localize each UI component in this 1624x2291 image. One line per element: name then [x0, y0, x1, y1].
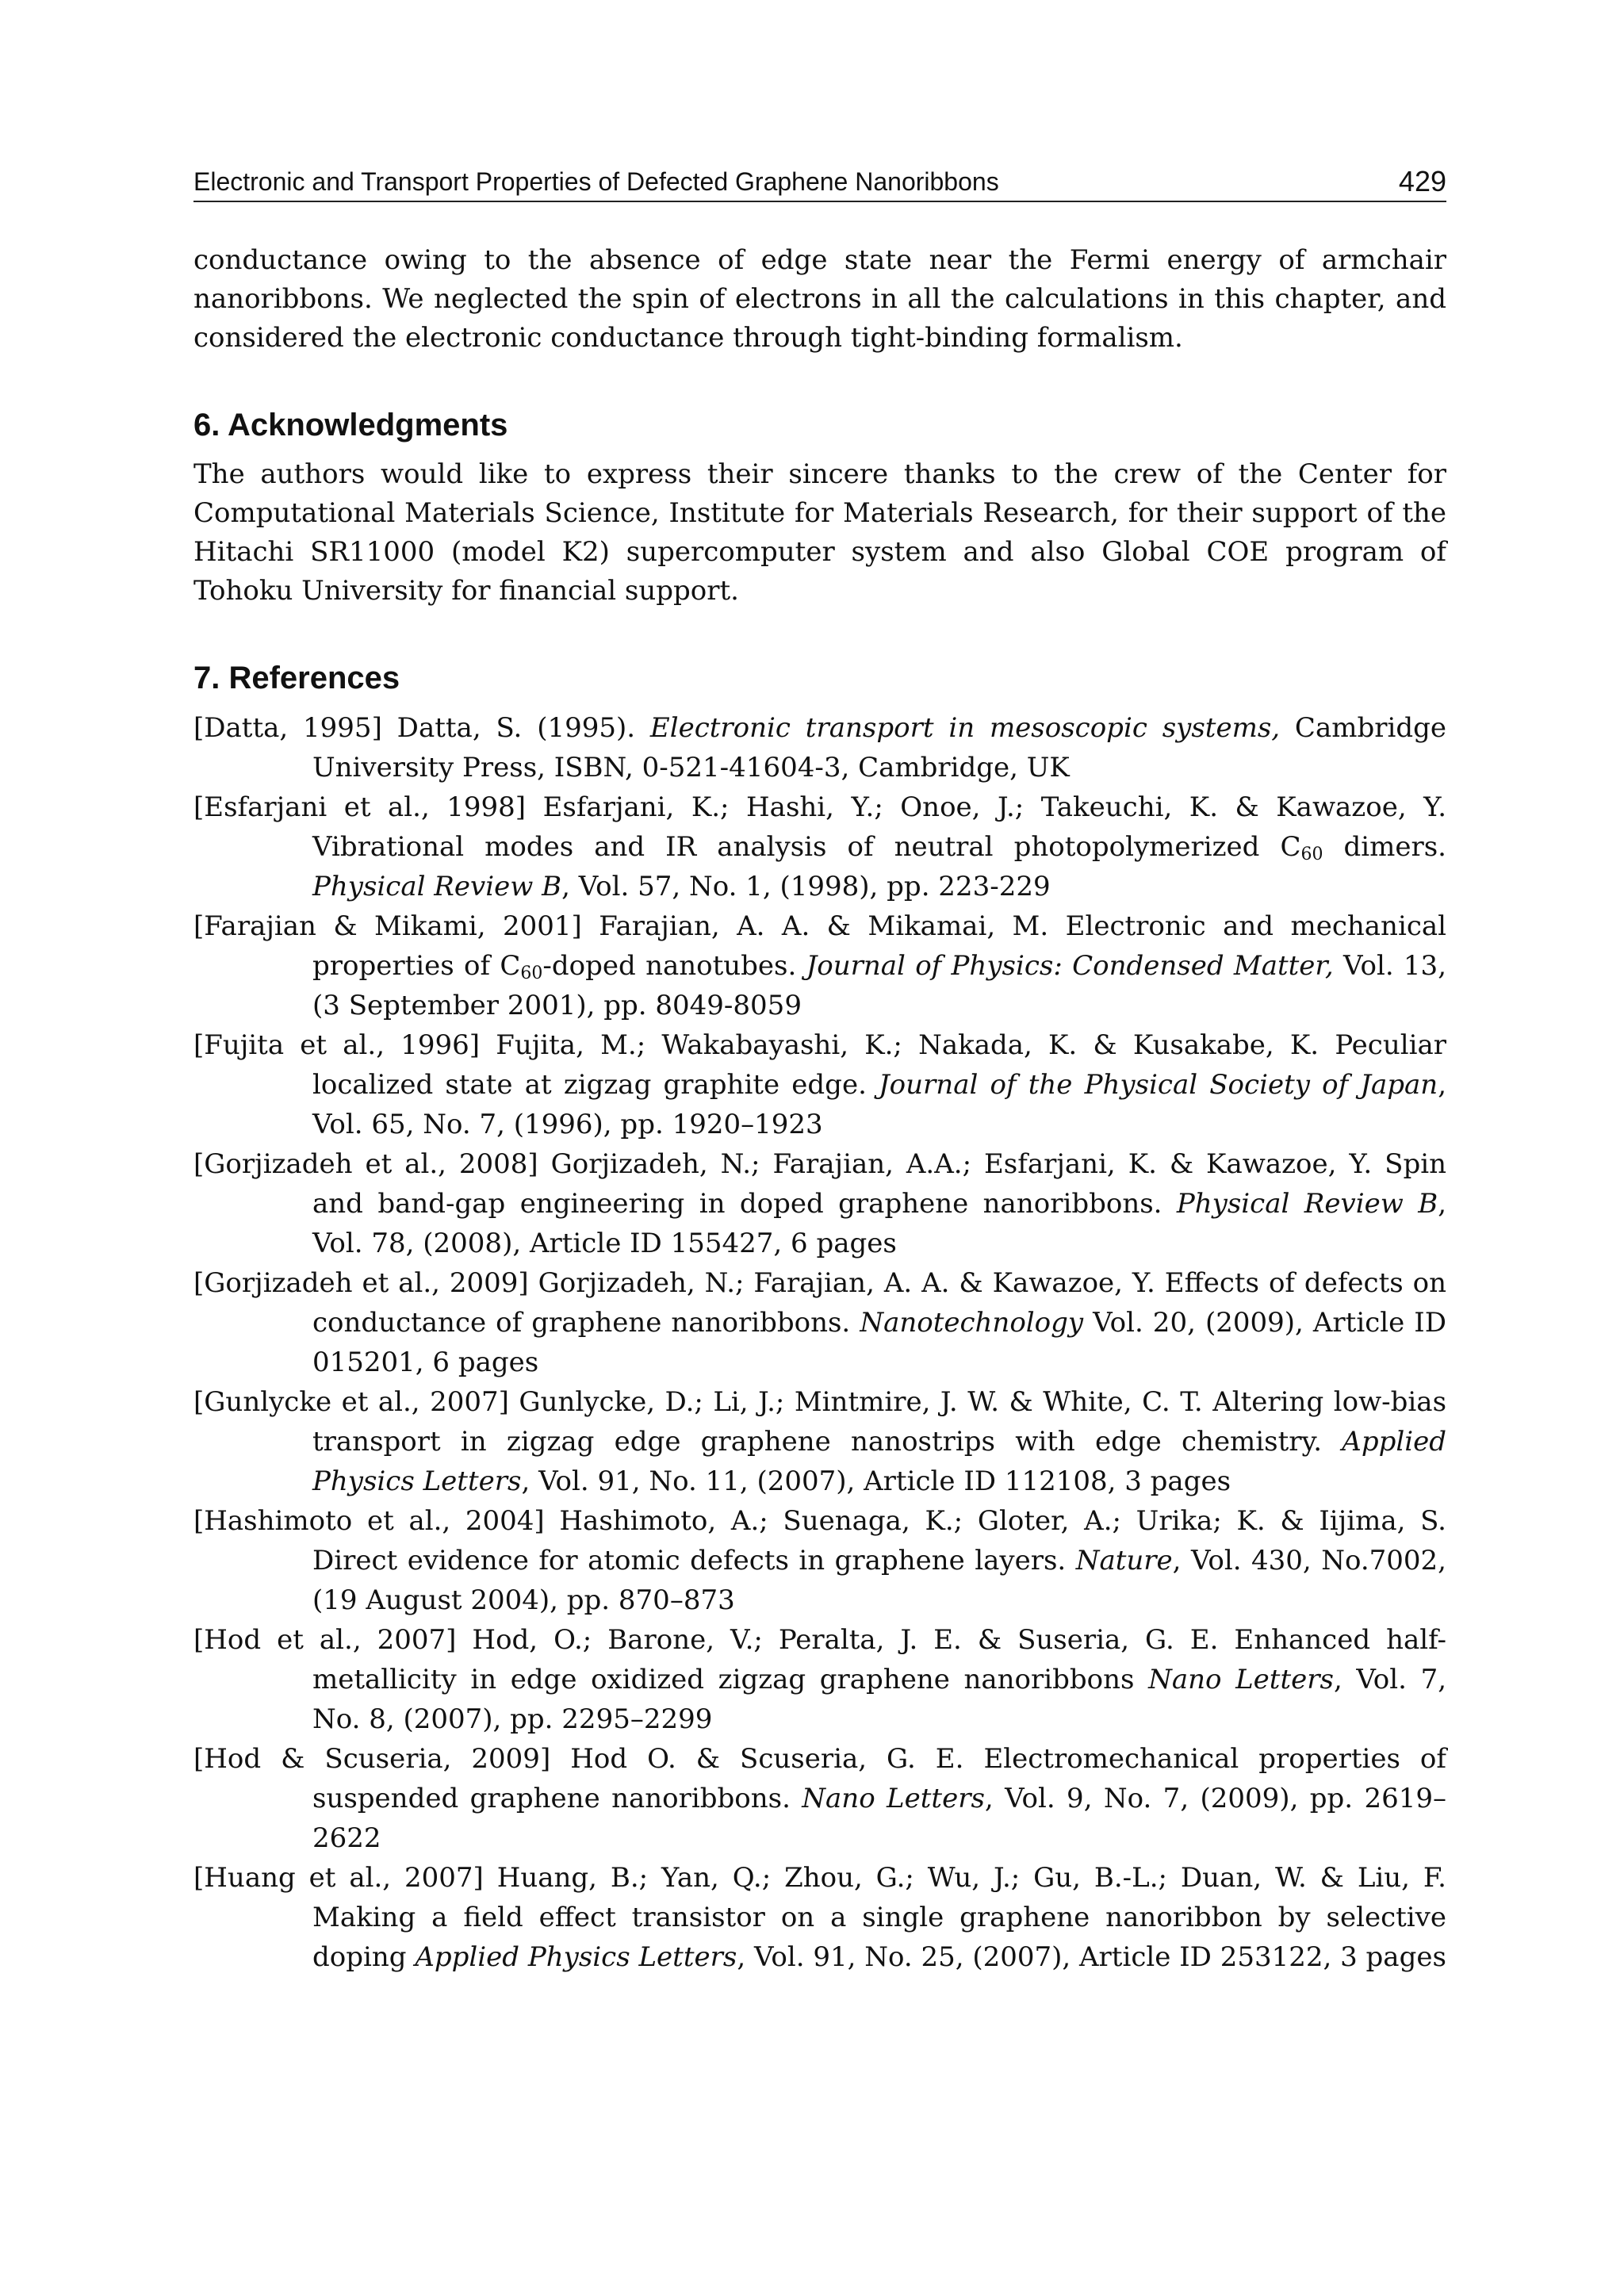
reference-title: Effects of defects on conductance of graphene nanoribbons.	[312, 1267, 1446, 1339]
reference-title-subscript: 60	[1300, 845, 1323, 864]
reference-key: [Gunlycke et al., 2007]	[193, 1386, 509, 1418]
reference-item	[193, 1025, 1446, 1144]
page-number: 429	[1398, 165, 1446, 197]
reference-item	[193, 906, 1446, 1025]
reference-title-end: -doped nanotubes.	[542, 950, 806, 982]
reference-authors: Gunlycke, D.; Li, J.; Mintmire, J. W. & White, C. T.	[508, 1386, 1213, 1418]
reference-item	[193, 787, 1446, 906]
reference-details: , Vol. 9, No. 7, (2009), pp. 2619–2622	[312, 1783, 1446, 1854]
reference-details: , Vol. 78, (2008), Article ID 155427, 6 pages	[312, 1188, 1446, 1259]
reference-authors: Esfarjani, K.; Hashi, Y.; Onoe, J.; Takeuchi, K. & Kawazoe, Y.	[526, 791, 1446, 823]
reference-authors: Farajian, A. A. & Mikamai, M.	[581, 910, 1066, 942]
reference-journal: Nano Letters	[1148, 1664, 1334, 1695]
reference-authors: Huang, B.; Yan, Q.; Zhou, G.; Wu, J.; Gu, B.-L.; Duan, W. & Liu, F.	[483, 1862, 1446, 1894]
reference-key: [Esfarjani et al., 1998]	[193, 791, 527, 823]
reference-item	[193, 1263, 1446, 1382]
reference-key: [Gorjizadeh et al., 2008]	[193, 1148, 538, 1180]
reference-details: Vol. 20, (2009), Article ID 015201, 6 pages	[312, 1307, 1446, 1378]
reference-details: , Vol. 7, No. 8, (2007), pp. 2295–2299	[312, 1664, 1447, 1735]
reference-authors: Hashimoto, A.; Suenaga, K.; Gloter, A.; Urika; K. & Iijima, S.	[544, 1505, 1446, 1537]
reference-journal: Journal of Physics: Condensed Matter,	[806, 950, 1334, 982]
reference-title: Electronic and mechanical properties of C	[312, 910, 1447, 982]
reference-title-subscript: 60	[520, 964, 543, 983]
running-header	[193, 163, 1446, 202]
reference-journal: Applied Physics Letters	[312, 1426, 1446, 1497]
reference-item	[193, 1501, 1446, 1620]
reference-key: [Hod et al., 2007]	[193, 1624, 457, 1656]
reference-title: Enhanced half-metallicity in edge oxidized zigzag graphene nanoribbons	[312, 1624, 1446, 1695]
running-title: Electronic and Transport Properties of Defected Graphene Nanoribbons	[193, 167, 999, 196]
reference-authors: Gorjizadeh, N.; Farajian, A.A.; Esfarjani, K. & Kawazoe, Y.	[538, 1148, 1385, 1180]
reference-details: , Vol. 91, No. 11, (2007), Article ID 112108, 3 pages	[521, 1465, 1231, 1497]
reference-journal: Nano Letters	[802, 1783, 985, 1814]
reference-journal: Journal of the Physical Society of Japan	[879, 1069, 1438, 1101]
reference-title: Peculiar localized state at zigzag graphite edge.	[312, 1029, 1446, 1101]
reference-details: , Vol. 91, No. 25, (2007), Article ID 253122, 3 pages	[737, 1941, 1446, 1973]
reference-journal: Applied Physics Letters	[415, 1941, 737, 1973]
references-heading: 7. References	[193, 661, 400, 695]
reference-journal: Physical Review B	[1176, 1188, 1438, 1220]
reference-title: Vibrational modes and IR analysis of neutral photopolymerized C	[312, 831, 1301, 863]
reference-title: Direct evidence for atomic defects in graphene layers.	[312, 1545, 1076, 1576]
reference-title: Spin and band-gap engineering in doped graphene nanoribbons.	[312, 1148, 1446, 1220]
reference-item	[193, 1382, 1446, 1501]
reference-item	[193, 1620, 1446, 1739]
reference-item	[193, 1739, 1446, 1858]
intro-paragraph: conductance owing to the absence of edge state near the Fermi energy of armchair nanoribbons. We neglected the spin of electrons in all the calculations in this chapter, and considered the electronic conductance through tight-binding formalism.	[193, 244, 1446, 354]
reference-authors: Datta, S. (1995).	[381, 712, 650, 744]
page	[193, 163, 1446, 1977]
reference-key: [Datta, 1995]	[193, 712, 382, 744]
reference-key: [Hod & Scuseria, 2009]	[193, 1743, 551, 1775]
reference-journal: Physical Review B	[312, 871, 562, 902]
reference-details: , Vol. 430, No.7002, (19 August 2004), pp. 870–873	[312, 1545, 1446, 1616]
reference-item	[193, 708, 1446, 787]
acknowledgments-text: The authors would like to express their sincere thanks to the crew of the Center for Computational Materials Science, Institute for Materials Research, for their support of the Hitachi SR11000 (model K2) supercomputer system and also Global COE program of Tohoku University for financial support.	[193, 458, 1446, 607]
acknowledgments-heading: 6. Acknowledgments	[193, 408, 508, 442]
reference-title-end: dimers.	[1323, 831, 1446, 863]
reference-title: Electromechanical properties of suspended graphene nanoribbons.	[312, 1743, 1446, 1814]
reference-list	[193, 708, 1446, 1977]
reference-authors: Hod, O.; Barone, V.; Peralta, J. E. & Suseria, G. E.	[456, 1624, 1235, 1656]
reference-key: [Farajian & Mikami, 2001]	[193, 910, 582, 942]
reference-key: [Gorjizadeh et al., 2009]	[193, 1267, 529, 1299]
reference-title: Altering low-bias transport in zigzag edge graphene nanostrips with edge chemistry.	[312, 1386, 1447, 1458]
reference-details: , Vol. 57, No. 1, (1998), pp. 223-229	[561, 871, 1051, 902]
reference-item	[193, 1144, 1446, 1263]
reference-key: [Fujita et al., 1996]	[193, 1029, 481, 1061]
reference-details: Cambridge University Press, ISBN, 0-521-41604-3, Cambridge, UK	[312, 712, 1447, 783]
reference-authors: Hod O. & Scuseria, G. E.	[550, 1743, 984, 1775]
reference-journal: Nanotechnology	[860, 1307, 1084, 1339]
reference-details: , Vol. 65, No. 7, (1996), pp. 1920–1923	[312, 1069, 1446, 1140]
reference-key: [Hashimoto et al., 2004]	[193, 1505, 545, 1537]
reference-key: [Huang et al., 2007]	[193, 1862, 484, 1894]
reference-authors: Gorjizadeh, N.; Farajian, A. A. & Kawazoe, Y.	[528, 1267, 1165, 1299]
reference-item	[193, 1858, 1446, 1977]
reference-title: Making a field effect transistor on a single graphene nanoribbon by selective doping	[312, 1902, 1446, 1973]
reference-journal: Nature	[1075, 1545, 1173, 1576]
reference-journal: Electronic transport in mesoscopic systems,	[649, 712, 1281, 744]
reference-authors: Fujita, M.; Wakabayashi, K.; Nakada, K. & Kusakabe, K.	[480, 1029, 1335, 1061]
reference-details: Vol. 13, (3 September 2001), pp. 8049-8059	[312, 950, 1446, 1021]
